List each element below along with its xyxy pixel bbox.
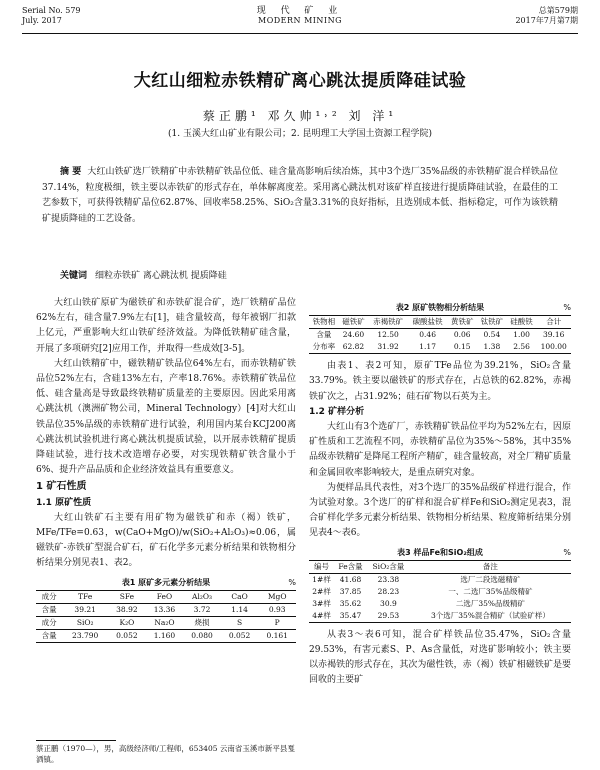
table-cell: 62.82 <box>342 342 365 352</box>
table2-caption-text: 表2 原矿铁物相分析结果 <box>395 303 485 312</box>
table-cell: 3个选厂35%混合精矿（试验矿样） <box>430 610 550 620</box>
table-cell: 1.00 <box>513 330 530 340</box>
table-cell: 0.161 <box>266 630 288 640</box>
analysis-paragraph-4: 从表3～表6可知，混合矿样铁品位35.47%，SiO₂含量29.53%，有害元素S、P、As含量低，对选矿影响较小；铁主要以赤褐铁的形式存在，其次为磁性铁，赤（褐）铁矿相磁铁矿是要回收的主要矿 <box>309 629 571 686</box>
table-cell: 13.36 <box>153 604 176 614</box>
table-cell: 0.46 <box>419 330 436 340</box>
table-cell: 硅酸铁 <box>510 317 533 327</box>
issue-date-cn: 2017年7月第7期 <box>515 16 578 25</box>
keywords-label: 关键词 <box>60 271 88 281</box>
table-cell: 2#样 <box>312 586 331 596</box>
intro-paragraph-1: 大红山铁矿原矿为磁铁矿和赤铁矿混合矿，选厂铁精矿品位62%左右，硅含量7.9%左右[1]，硅含量较高，每年被钢厂扣款上亿元，严重影响大红山铁矿经济效益。为降低铁精矿硅含量，开展了多项研究[2]应用工作，并取得一些成效[3-5]。 <box>36 298 296 354</box>
page-header <box>22 6 578 34</box>
table-cell: 含量 <box>41 630 57 640</box>
table-row <box>309 598 571 610</box>
table2 <box>309 315 571 354</box>
table1-header-row-1 <box>36 590 296 603</box>
table-cell: 39.16 <box>542 330 565 340</box>
section-heading-1: 1 矿石性质 <box>36 481 87 493</box>
right-column <box>309 300 571 689</box>
abstract <box>42 165 558 227</box>
table-cell: 39.21 <box>74 604 96 614</box>
table-cell: 备注 <box>482 561 498 571</box>
table-cell: 赤褐铁矿 <box>373 317 404 327</box>
table-cell: 1#样 <box>312 574 331 584</box>
ore-property-paragraph: 大红山铁矿石主要有用矿物为磁铁矿和赤（褐）铁矿，MFe/TFe=0.63，w(CaO+MgO)/w(SiO₂+Al₂O₃)≈0.06，属磁铁矿-赤铁矿型混合矿石，矿石化学多元素分析结果和铁物相分析结果分别见表1、表2。 <box>36 512 296 569</box>
table-cell: 含量 <box>41 604 57 614</box>
table-cell: 0.93 <box>268 604 286 614</box>
table-row <box>309 573 571 586</box>
table-cell: 2.56 <box>513 342 530 352</box>
table-cell: 成分 <box>41 617 57 627</box>
table-cell: Na₂O <box>154 617 175 627</box>
table-row <box>309 341 571 354</box>
table-cell: 碳酸盐铁 <box>412 317 443 327</box>
table-cell: 0.15 <box>453 342 471 352</box>
table-cell: 0.052 <box>228 630 251 640</box>
table-cell: Fe含量 <box>338 561 363 571</box>
table2-body <box>309 329 571 354</box>
table-cell: 一、二选厂35%品级精矿 <box>448 586 533 596</box>
table2-caption <box>309 300 571 315</box>
keywords <box>60 268 558 281</box>
table-cell: 1.17 <box>419 342 436 352</box>
footnote-rule <box>36 740 116 741</box>
table1 <box>36 590 296 643</box>
table-cell: 35.47 <box>339 610 362 620</box>
table-cell: 100.00 <box>540 342 567 352</box>
table1-header-row-2 <box>36 616 296 629</box>
table-cell: 二选厂35%品级精矿 <box>455 598 526 608</box>
table-cell: 选厂二段选磁精矿 <box>460 574 521 584</box>
table-cell: 黄铁矿 <box>450 317 474 327</box>
keywords-text: 细粒赤铁矿 离心跳汰机 提质降硅 <box>95 271 227 281</box>
table-cell: SiO₂含量 <box>372 561 405 571</box>
table-cell: 0.06 <box>453 330 471 340</box>
table2-header-row <box>309 316 571 329</box>
table-cell: 分布率 <box>312 342 336 352</box>
table-cell: TFe <box>78 591 93 601</box>
section-heading-1-2: 1.2 矿样分析 <box>309 406 365 417</box>
table-cell: 铁物相 <box>312 317 336 327</box>
table-cell: 23.790 <box>72 630 99 640</box>
table3-caption <box>309 545 571 560</box>
table-cell: 12.50 <box>377 330 399 340</box>
table-cell: 3.72 <box>193 604 211 614</box>
serial-number: Serial No. 579 <box>22 6 81 15</box>
table1-unit: % <box>288 577 296 587</box>
abstract-label: 摘 要 <box>60 167 82 177</box>
header-rule <box>22 33 578 34</box>
table-cell: 31.92 <box>377 342 399 352</box>
table-cell: 合计 <box>546 317 562 327</box>
intro-paragraph-2: 大红山铁精矿中，磁铁精矿铁品位64%左右，而赤铁精矿铁品位52%左右，含硅13%左右，产率18.76%。赤铁精矿铁品位低、硅含量高是导致最终铁精矿质量差的主要原因。因此采用离心跳汰机（澳洲矿物公司，Mineral Technology）[4]对大红山铁品位35%品级的赤铁精矿进行试验，利用国内某台KCJ200离心跳汰机试验机进行离心跳汰机提质试验，以开展赤铁精矿提质降硅试验，进行技术改造增存必要，对实现铁精矿铁含量小于6%、提升产品品质和企业经济效益具有重要意义。 <box>36 358 296 476</box>
table3-header-row <box>309 560 571 573</box>
table-row <box>309 586 571 598</box>
table-cell: 成分 <box>41 591 57 601</box>
table-cell: 编号 <box>314 561 330 571</box>
table-cell: 1.38 <box>483 342 501 352</box>
table1-value-row-1 <box>36 603 296 616</box>
table-cell: 0.54 <box>483 330 501 340</box>
table-cell: FeO <box>156 591 173 601</box>
journal-name-en: MODERN MINING <box>258 16 342 25</box>
table-cell: 磁铁矿 <box>342 317 365 327</box>
table-row <box>309 610 571 623</box>
table-cell: MgO <box>267 591 287 601</box>
analysis-paragraph-3: 为便样品具代表性，对3个选厂的35%品级矿样进行混合，作为试验对象。3个选厂的矿样和混合矿样Fe和SiO₂测定见表3，混合矿样化学多元素分析结果、铁物相分析结果、粒度筛析结果分别见表4～表6。 <box>309 482 571 539</box>
table-cell: SiO₂ <box>76 617 94 627</box>
table-cell: 38.92 <box>116 604 138 614</box>
left-column <box>36 296 296 643</box>
author-footnote: 蔡正鹏（1970—），男，高级经济师/工程师，653405 云南省玉溪市新平县戛洒镇。 <box>36 744 295 764</box>
table-cell: 41.68 <box>339 574 362 584</box>
table-cell: 30.9 <box>380 598 397 608</box>
table-cell: 4#样 <box>312 610 331 620</box>
table-cell: 23.38 <box>377 574 400 584</box>
table3-caption-text: 表3 样品Fe和SiO₂组成 <box>397 547 483 557</box>
table-cell: P <box>274 617 280 627</box>
table-cell: 钛铁矿 <box>480 317 504 327</box>
table-cell: CaO <box>231 591 248 601</box>
table-cell: 1.14 <box>231 604 248 614</box>
table-cell: 0.052 <box>116 630 138 640</box>
journal-name-cn: 现 代 矿 业 <box>256 6 344 16</box>
table-cell: 24.60 <box>342 330 365 340</box>
table2-unit: % <box>563 303 571 312</box>
section-heading-1-1: 1.1 原矿性质 <box>36 497 92 508</box>
analysis-paragraph-2: 大红山有3个选矿厂，赤铁精矿铁品位平均为52%左右，因原矿性质和工艺流程不同，赤铁精矿品位为35%～58%，其中35%品级赤铁精矿是降尾工程所产精矿，硅含量较高，对全厂精矿质量和金属回收率影响较大，是重点研究对象。 <box>309 422 571 478</box>
table-cell: 烧损 <box>194 617 210 627</box>
table-cell: SFe <box>119 591 135 601</box>
affiliation: (1. 玉溪大红山矿业有限公司；2. 昆明理工大学国土资源工程学院) <box>168 129 432 139</box>
table1-value-row-2 <box>36 629 296 642</box>
abstract-text: 大红山铁矿选厂铁精矿中赤铁精矿铁品位低、硅含量高影响后续冶炼，其中3个选厂35%品级的赤铁精矿混合样铁品位37.14%，粒度极细，铁主要以赤铁矿的形式存在，单体解离度差。采用离心跳汰机对该矿样直接进行提质降硅试验，在最佳的工艺参数下，可获得铁精矿品位62.87%、回收率58.25%、SiO₂含量3.31%的良好指标，且选别成本低、指标稳定，可作为该铁精矿提质降硅的工艺设备。 <box>42 167 558 224</box>
table-cell: Al₂O₃ <box>192 591 213 601</box>
table-cell: 0.080 <box>191 630 213 640</box>
authors: 蔡正鹏¹ 邓久帅¹˒² 刘 洋¹ <box>202 109 398 123</box>
table-cell: 1.160 <box>153 630 176 640</box>
table-row <box>309 329 571 342</box>
table1-caption-text: 表1 原矿多元素分析结果 <box>121 577 211 587</box>
table3-body <box>309 573 571 622</box>
table3 <box>309 560 571 623</box>
header-right <box>515 6 578 26</box>
table3-unit: % <box>563 547 571 557</box>
table-cell: 28.23 <box>377 586 400 596</box>
table-cell: 含量 <box>316 330 332 340</box>
table-cell: 29.53 <box>377 610 400 620</box>
table-cell: 35.62 <box>339 598 362 608</box>
table-cell: 37.85 <box>339 586 362 596</box>
header-center <box>22 6 578 26</box>
analysis-paragraph-1: 由表1、表2可知，原矿TFe品位为39.21%，SiO₂含量33.79%。铁主要以磁铁矿的形式存在，占总铁的62.82%，赤褐铁矿次之，占31.92%；硅石矿物以石英为主。 <box>309 361 571 402</box>
table-cell: 3#样 <box>312 598 331 608</box>
table-cell: K₂O <box>119 617 135 627</box>
total-issue: 总第579期 <box>538 6 578 15</box>
paper-title: 大红山细粒赤铁精矿离心跳汰提质降硅试验 <box>133 71 467 91</box>
table1-caption <box>36 575 296 590</box>
issue-date-en: July. 2017 <box>22 16 62 25</box>
table-cell: S <box>237 617 243 627</box>
